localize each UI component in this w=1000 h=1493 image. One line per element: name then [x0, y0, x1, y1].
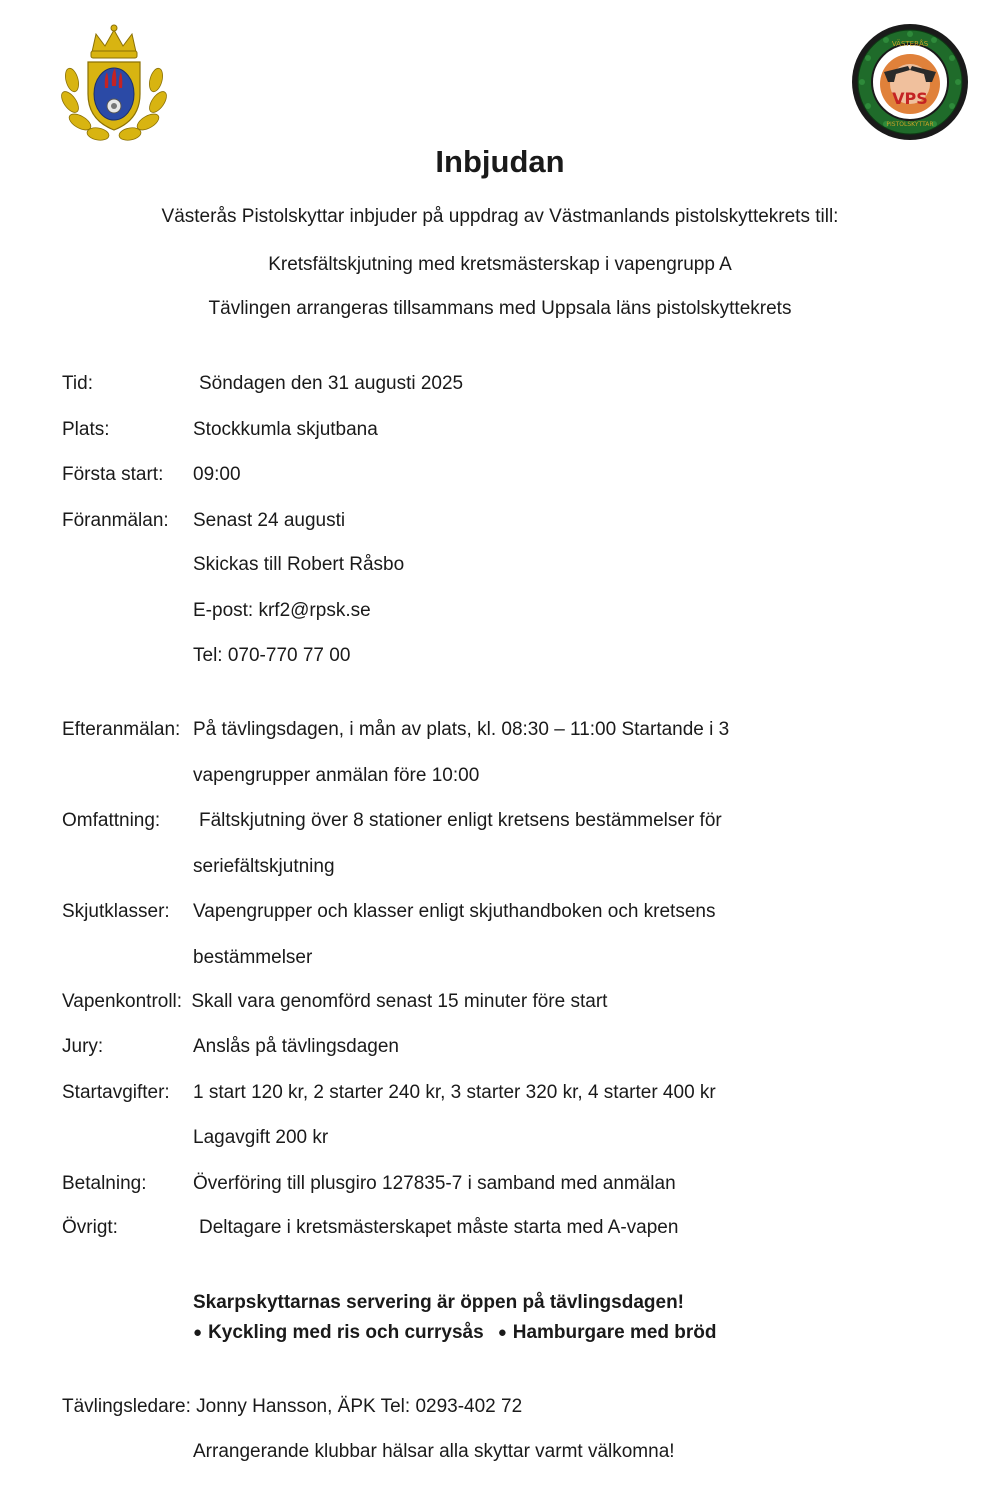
detail-label: Betalning: [62, 1173, 147, 1194]
detail-row-ovrigt [62, 1214, 970, 1242]
detail-value: Söndagen den 31 augusti 2025 [199, 373, 464, 394]
detail-value: Vapengrupper och klasser enligt skjuthandboken och kretsens [193, 901, 716, 922]
foranmalan-phone: Tel: 070-770 77 00 [193, 645, 351, 666]
detail-row-betalning [62, 1170, 970, 1198]
detail-label: Föranmälan: [62, 510, 169, 531]
detail-value: Fältskjutning över 8 stationer enligt kretsens bestämmelser för [199, 810, 722, 831]
detail-label: Tid: [62, 373, 93, 394]
detail-row-plats [62, 416, 970, 444]
detail-value: Anslås på tävlingsdagen [193, 1036, 399, 1057]
intro-line-1: Västerås Pistolskyttar inbjuder på uppdrag av Västmanlands pistolskyttekrets till: [161, 206, 839, 227]
detail-value: 09:00 [193, 464, 241, 485]
detail-label: Skjutklasser: [62, 901, 170, 922]
detail-label: Startavgifter: [62, 1082, 170, 1103]
detail-label: Vapenkontroll: [62, 991, 183, 1012]
bullet-icon: ● [497, 1324, 507, 1341]
detail-label: Plats: [62, 419, 110, 440]
vps-monogram: VPS [892, 89, 928, 108]
vps-text-top: VÄSTERÅS [891, 40, 929, 48]
welcome-greeting: Arrangerande klubbar hälsar alla skyttar varmt välkomna! [193, 1441, 675, 1462]
intro-line-2: Kretsfältskjutning med kretsmästerskap i vapengrupp A [268, 254, 732, 275]
detail-row-jury [62, 1033, 970, 1061]
detail-value: Senast 24 augusti [193, 510, 346, 531]
detail-label: Övrigt: [62, 1217, 118, 1238]
intro-line-3: Tävlingen arrangeras tillsammans med Uppsala läns pistolskyttekrets [208, 298, 792, 319]
detail-value: Skall vara genomförd senast 15 minuter före start [191, 991, 608, 1012]
detail-value: På tävlingsdagen, i mån av plats, kl. 08:30 – 11:00 Startande i 3 [193, 719, 730, 740]
detail-row-tid [62, 370, 970, 398]
tavlingsledare-text: Tävlingsledare: Jonny Hansson, ÄPK Tel: 0293-402 72 [62, 1396, 523, 1417]
menu-item-kyckling: Kyckling med ris och currysås [208, 1322, 484, 1343]
detail-value: Stockkumla skjutbana [193, 419, 378, 440]
servering-menu [193, 1319, 717, 1347]
detail-value: 1 start 120 kr, 2 starter 240 kr, 3 starter 320 kr, 4 starter 400 kr [193, 1082, 716, 1103]
bullet-icon: ● [193, 1324, 203, 1341]
detail-value: Överföring till plusgiro 127835-7 i samband med anmälan [193, 1173, 676, 1194]
detail-label: Första start: [62, 464, 164, 485]
menu-item-hamburgare: Hamburgare med bröd [512, 1322, 717, 1343]
page-title: Inbjudan [435, 144, 565, 179]
foranmalan-email: E-post: krf2@rpsk.se [193, 600, 371, 621]
detail-row-vapenkontroll [62, 988, 970, 1016]
servering-heading: Skarpskyttarnas servering är öppen på tävlingsdagen! [193, 1292, 685, 1313]
detail-label: Jury: [62, 1036, 104, 1057]
detail-label: Efteranmälan: [62, 719, 181, 740]
detail-row-omfattning [62, 807, 970, 835]
tavlingsledare-line [62, 1393, 970, 1421]
detail-row-efteranmalan [62, 716, 970, 744]
vps-club-logo [850, 22, 970, 142]
vps-text-bottom: PISTOLSKYTTAR [886, 121, 934, 128]
detail-row-forsta-start [62, 461, 970, 489]
startavgifter-cont: Lagavgift 200 kr [193, 1127, 329, 1148]
crowned-wreath-emblem-icon [58, 22, 170, 142]
district-emblem-logo [58, 22, 170, 142]
efteranmalan-cont: vapengrupper anmälan före 10:00 [193, 765, 480, 786]
detail-row-startavgifter [62, 1079, 970, 1107]
detail-value: Deltagare i kretsmästerskapet måste starta med A-vapen [199, 1217, 679, 1238]
skjutklasser-cont: bestämmelser [193, 947, 313, 968]
vps-club-emblem-icon [850, 22, 970, 142]
detail-label: Omfattning: [62, 810, 161, 831]
detail-row-foranmalan [62, 507, 970, 535]
detail-row-skjutklasser [62, 898, 970, 926]
omfattning-cont: seriefältskjutning [193, 856, 335, 877]
foranmalan-contact-name: Skickas till Robert Råsbo [193, 554, 405, 575]
